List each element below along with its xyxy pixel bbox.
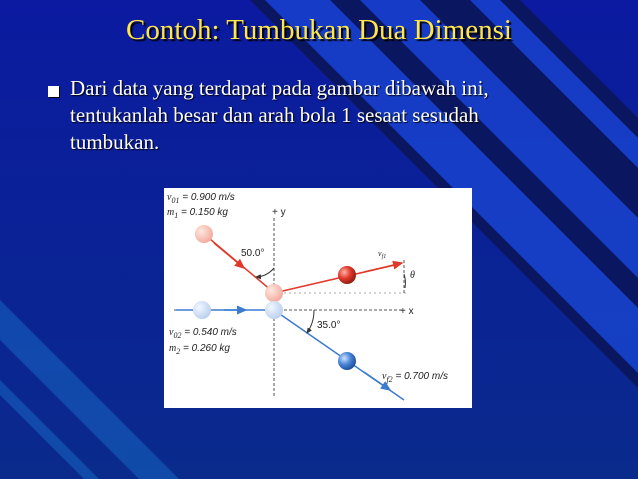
ball1-incoming-arrow xyxy=(214,243,244,268)
angle2-arc xyxy=(307,310,314,333)
theta-label: θ xyxy=(410,270,415,281)
svg-text:v02 = 0.540 m/s: $v_{02} = 0.540$ m/s xyxy=(169,327,237,340)
svg-text:m1 = 0.150 kg: $m_1 = 0.150$ kg xyxy=(167,207,228,220)
slide-body xyxy=(70,75,630,156)
svg-text:v01 = 0.900 m/s: $v_{01} = 0.900$ m/s xyxy=(167,192,235,205)
svg-text:vf2 = 0.700 m/s: $v_{f2} = 0.700$ m/s xyxy=(382,371,448,384)
body-line-1: Dari data yang terdapat pada gambar dibawah ini, xyxy=(70,76,489,100)
ball2-final xyxy=(338,352,356,370)
angle1-label: 50.0° xyxy=(241,248,265,259)
y-axis-label: + y xyxy=(272,207,286,218)
bullet-square-icon xyxy=(48,86,59,97)
x-axis-label: + x xyxy=(400,306,414,317)
ball1-outgoing-arrow xyxy=(364,263,402,272)
ball1-final xyxy=(338,266,356,284)
ball2-collision xyxy=(265,301,283,319)
ball1-collision xyxy=(265,284,283,302)
ball1-initial xyxy=(195,225,213,243)
m1-label xyxy=(167,207,228,220)
v02-label xyxy=(169,327,237,340)
m2-label xyxy=(169,343,230,356)
angle1-arc xyxy=(256,268,274,277)
slide-title: Contoh: Tumbukan Dua Dimensi xyxy=(126,14,512,46)
svg-text:vf1: $v_{f1}$ xyxy=(378,249,387,260)
angle2-label: 35.0° xyxy=(317,320,341,331)
svg-text:m2 = 0.260 kg: $m_2 = 0.260$ kg xyxy=(169,343,230,356)
ball2-initial xyxy=(193,301,211,319)
vf1-label xyxy=(378,249,386,260)
vf2-label xyxy=(382,371,448,384)
body-line-3: tumbukan. xyxy=(70,130,160,154)
v01-label xyxy=(167,192,235,205)
body-line-2: tentukanlah besar dan arah bola 1 sesaat sesudah xyxy=(70,103,479,127)
collision-diagram xyxy=(164,188,472,408)
